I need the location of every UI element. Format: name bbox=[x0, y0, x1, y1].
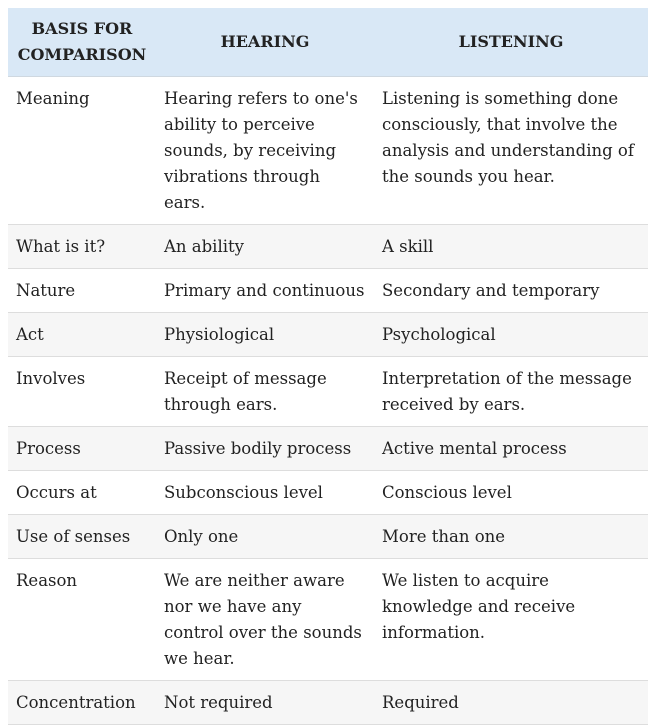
header-listening: LISTENING bbox=[374, 8, 648, 77]
table-row bbox=[8, 559, 648, 681]
table-row bbox=[8, 357, 648, 427]
row-hearing-cell: An ability bbox=[156, 225, 374, 269]
row-hearing-cell: Receipt of message through ears. bbox=[156, 357, 374, 427]
row-listening-cell: Interpretation of the message received by ears. bbox=[374, 357, 648, 427]
row-hearing-cell: Not required bbox=[156, 681, 374, 725]
table-row bbox=[8, 77, 648, 225]
row-listening-cell: Psychological bbox=[374, 313, 648, 357]
row-listening-cell: We listen to acquire knowledge and receive information. bbox=[374, 559, 648, 681]
row-hearing-cell: Subconscious level bbox=[156, 471, 374, 515]
comparison-table bbox=[8, 8, 648, 725]
table-row bbox=[8, 515, 648, 559]
table-row bbox=[8, 269, 648, 313]
row-basis-cell: Process bbox=[8, 427, 156, 471]
row-hearing-cell: Physiological bbox=[156, 313, 374, 357]
row-listening-cell: Active mental process bbox=[374, 427, 648, 471]
table-row bbox=[8, 681, 648, 725]
row-listening-cell: Required bbox=[374, 681, 648, 725]
table-row bbox=[8, 313, 648, 357]
row-hearing-cell: Only one bbox=[156, 515, 374, 559]
row-basis-cell: Concentration bbox=[8, 681, 156, 725]
row-basis-cell: Occurs at bbox=[8, 471, 156, 515]
row-basis-cell: Involves bbox=[8, 357, 156, 427]
row-hearing-cell: Primary and continuous bbox=[156, 269, 374, 313]
table-row bbox=[8, 225, 648, 269]
row-basis-cell: Act bbox=[8, 313, 156, 357]
row-basis-cell: Nature bbox=[8, 269, 156, 313]
table-header-row bbox=[8, 8, 648, 77]
row-hearing-cell: Passive bodily process bbox=[156, 427, 374, 471]
header-basis-for-comparison: BASIS FOR COMPARISON bbox=[8, 8, 156, 77]
table-row bbox=[8, 427, 648, 471]
header-hearing: HEARING bbox=[156, 8, 374, 77]
row-listening-cell: Listening is something done consciously, that involve the analysis and understanding of the sounds you hear. bbox=[374, 77, 648, 225]
table-row bbox=[8, 471, 648, 515]
row-basis-cell: What is it? bbox=[8, 225, 156, 269]
row-listening-cell: Conscious level bbox=[374, 471, 648, 515]
row-listening-cell: Secondary and temporary bbox=[374, 269, 648, 313]
row-hearing-cell: Hearing refers to one's ability to perceive sounds, by receiving vibrations through ears. bbox=[156, 77, 374, 225]
row-listening-cell: More than one bbox=[374, 515, 648, 559]
row-basis-cell: Reason bbox=[8, 559, 156, 681]
row-listening-cell: A skill bbox=[374, 225, 648, 269]
row-hearing-cell: We are neither aware nor we have any control over the sounds we hear. bbox=[156, 559, 374, 681]
row-basis-cell: Use of senses bbox=[8, 515, 156, 559]
row-basis-cell: Meaning bbox=[8, 77, 156, 225]
